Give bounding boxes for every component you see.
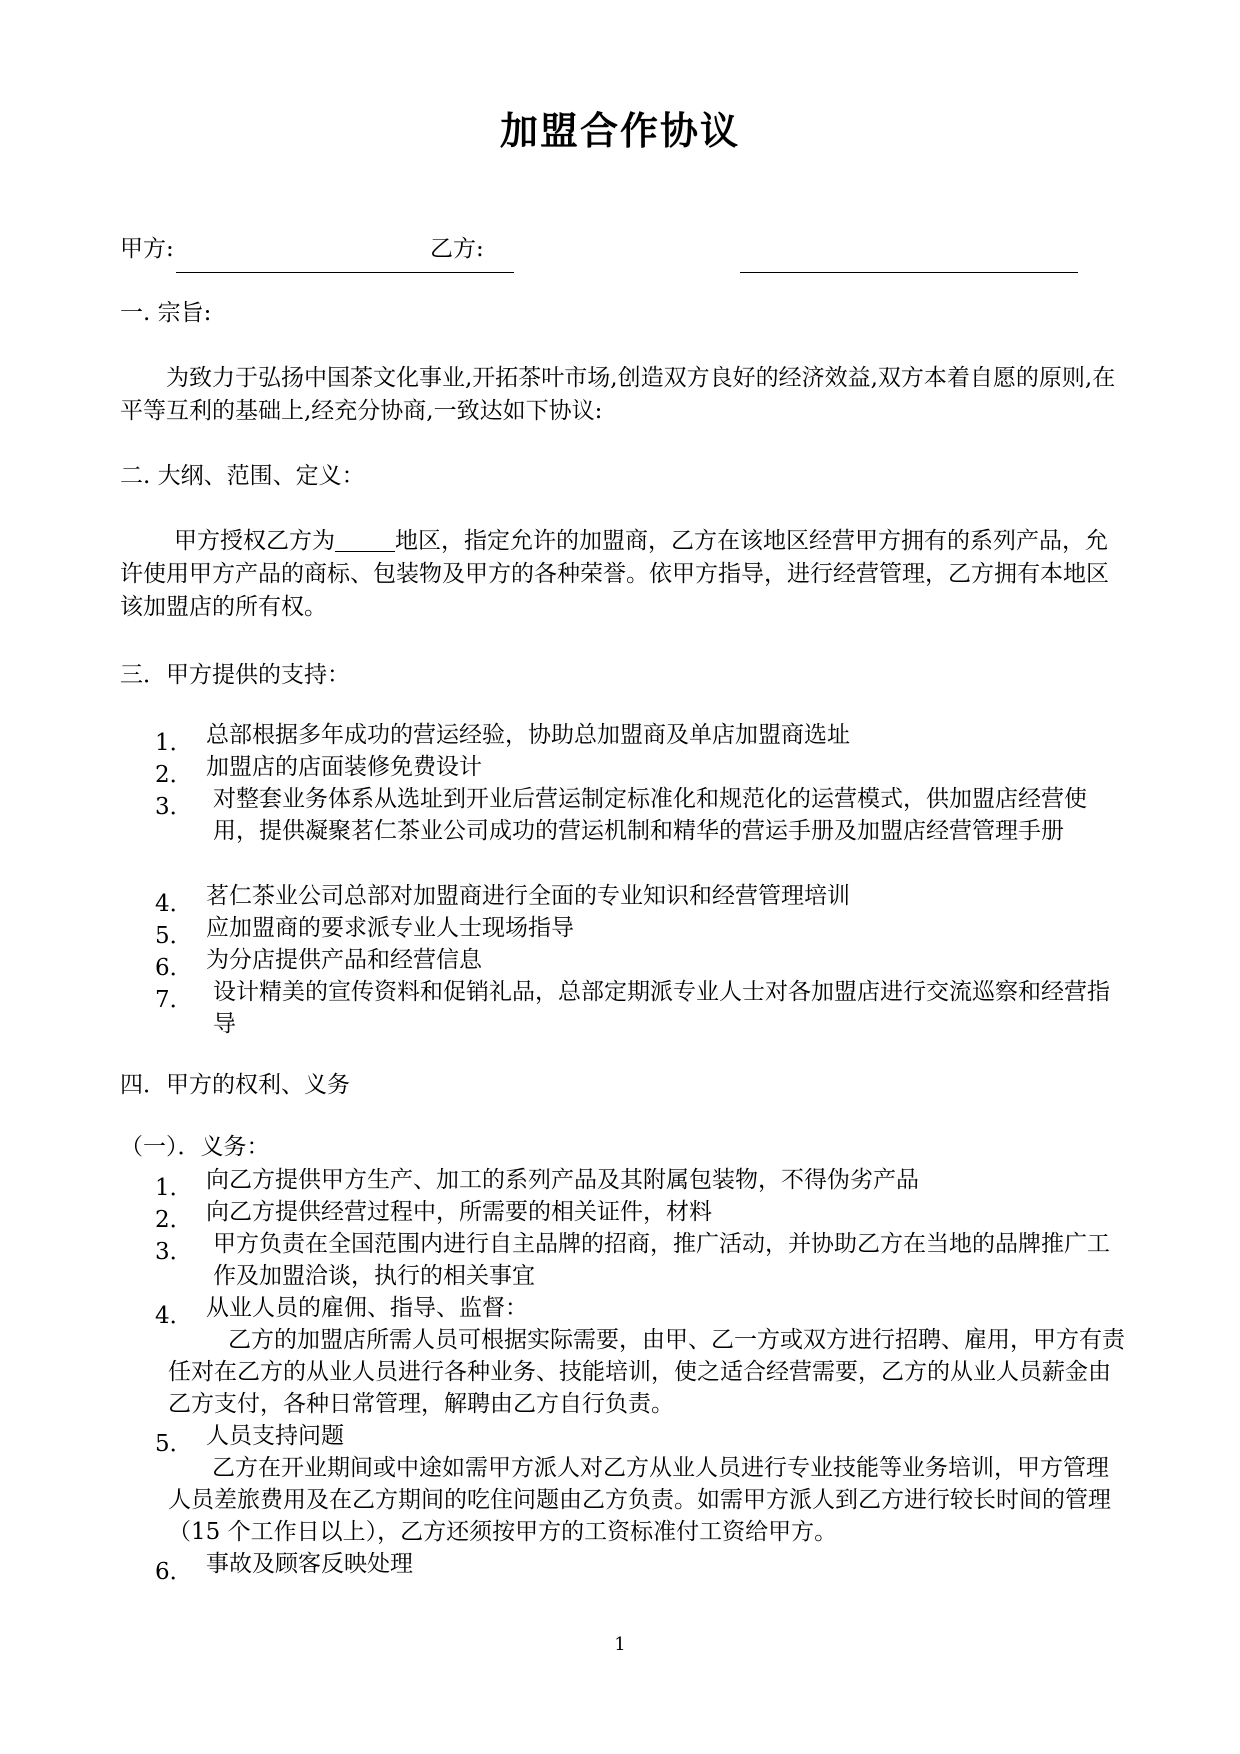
- list-item-number: 3．: [155, 1239, 193, 1265]
- list-item: 为分店提供产品和经营信息: [206, 947, 482, 973]
- section-4-heading: 四．甲方的权利、义务: [120, 1072, 350, 1098]
- list-item-number: 1．: [155, 1175, 193, 1201]
- section-2-text-before: 甲方授权乙方为: [174, 528, 335, 554]
- section-2-heading: 二. 大纲、范围、定义：: [120, 463, 365, 489]
- list-item-number: 1．: [155, 730, 193, 756]
- section-4-sub-heading: （一）．义务：: [120, 1134, 270, 1160]
- item-4-detail: 乙方的加盟店所需人员可根据实际需要，由甲、乙一方或双方进行招聘、雇用，甲方有责任对在乙方的从业人员进行各种业务、技能培训，使之适合经营需要，乙方的从业人员薪金由乙方支付，各种日常管理，解聘由乙方自行负责。: [168, 1327, 1125, 1417]
- list-item: 事故及顾客反映处理: [206, 1551, 413, 1577]
- section-2-paragraph: [120, 525, 1120, 624]
- list-item: 设计精美的宣传资料和促销礼品，总部定期派专业人士对各加盟店进行交流巡察和经营指导: [213, 979, 1110, 1037]
- section-2-text-after: 地区，指定允许的加盟商，乙方在该地区经营甲方拥有的系列产品，允许使用甲方产品的商标、包装物及甲方的各种荣誉。依甲方指导，进行经营管理，乙方拥有本地区该加盟店的所有权。: [120, 528, 1109, 620]
- list-item-number: 5．: [155, 1431, 193, 1457]
- list-item-number: 3．: [155, 794, 193, 820]
- list-item-number: 7．: [155, 987, 193, 1013]
- list-item: 人员支持问题: [206, 1423, 344, 1449]
- list-item-number: 4．: [155, 1303, 193, 1329]
- region-blank: [335, 529, 395, 552]
- list-item: 应加盟商的要求派专业人士现场指导: [206, 915, 574, 941]
- item-5-detail: 乙方在开业期间或中途如需甲方派人对乙方从业人员进行专业技能等业务培训，甲方管理人员差旅费用及在乙方期间的吃住问题由乙方负责。如需甲方派人到乙方进行较长时间的管理（15 个工作日以上），乙方还须按甲方的工资标准付工资给甲方。: [168, 1455, 1111, 1545]
- list-item-number: 2．: [155, 762, 193, 788]
- list-item-number: 2．: [155, 1207, 193, 1233]
- party-a-label: 甲方:: [120, 236, 174, 262]
- list-item-number: 5．: [155, 923, 193, 949]
- list-item: 加盟店的店面装修免费设计: [206, 754, 482, 780]
- list-item: 甲方负责在全国范围内进行自主品牌的招商，推广活动，并协助乙方在当地的品牌推广工作及加盟洽谈，执行的相关事宜: [213, 1231, 1110, 1289]
- party-a-signature-line: [176, 272, 514, 273]
- party-b-label: 乙方:: [430, 236, 484, 262]
- list-item: 向乙方提供甲方生产、加工的系列产品及其附属包装物，不得伪劣产品: [206, 1167, 919, 1193]
- section-1-paragraph: 为致力于弘扬中国茶文化事业,开拓茶叶市场,创造双方良好的经济效益,双方本着自愿的原则,在平等互利的基础上,经充分协商,一致达如下协议:: [120, 365, 1116, 424]
- list-item: 茗仁茶业公司总部对加盟商进行全面的专业知识和经营管理培训: [206, 883, 850, 909]
- list-item: 向乙方提供经营过程中，所需要的相关证件，材料: [206, 1199, 712, 1225]
- section-3-heading: 三．甲方提供的支持：: [120, 662, 350, 688]
- list-item-number: 4．: [155, 891, 193, 917]
- page-number: 1: [614, 1634, 626, 1655]
- section-1-heading: 一. 宗旨:: [120, 300, 212, 326]
- list-item-number: 6．: [155, 1559, 193, 1585]
- document-title: 加盟合作协议: [499, 109, 740, 153]
- list-item-number: 6．: [155, 955, 193, 981]
- list-item: 从业人员的雇佣、指导、监督：: [206, 1295, 528, 1321]
- list-item: 对整套业务体系从选址到开业后营运制定标准化和规范化的运营模式，供加盟店经营使用，提供凝聚茗仁茶业公司成功的营运机制和精华的营运手册及加盟店经营管理手册: [213, 786, 1087, 844]
- party-b-signature-line: [740, 272, 1078, 273]
- list-item: 总部根据多年成功的营运经验，协助总加盟商及单店加盟商选址: [206, 722, 850, 748]
